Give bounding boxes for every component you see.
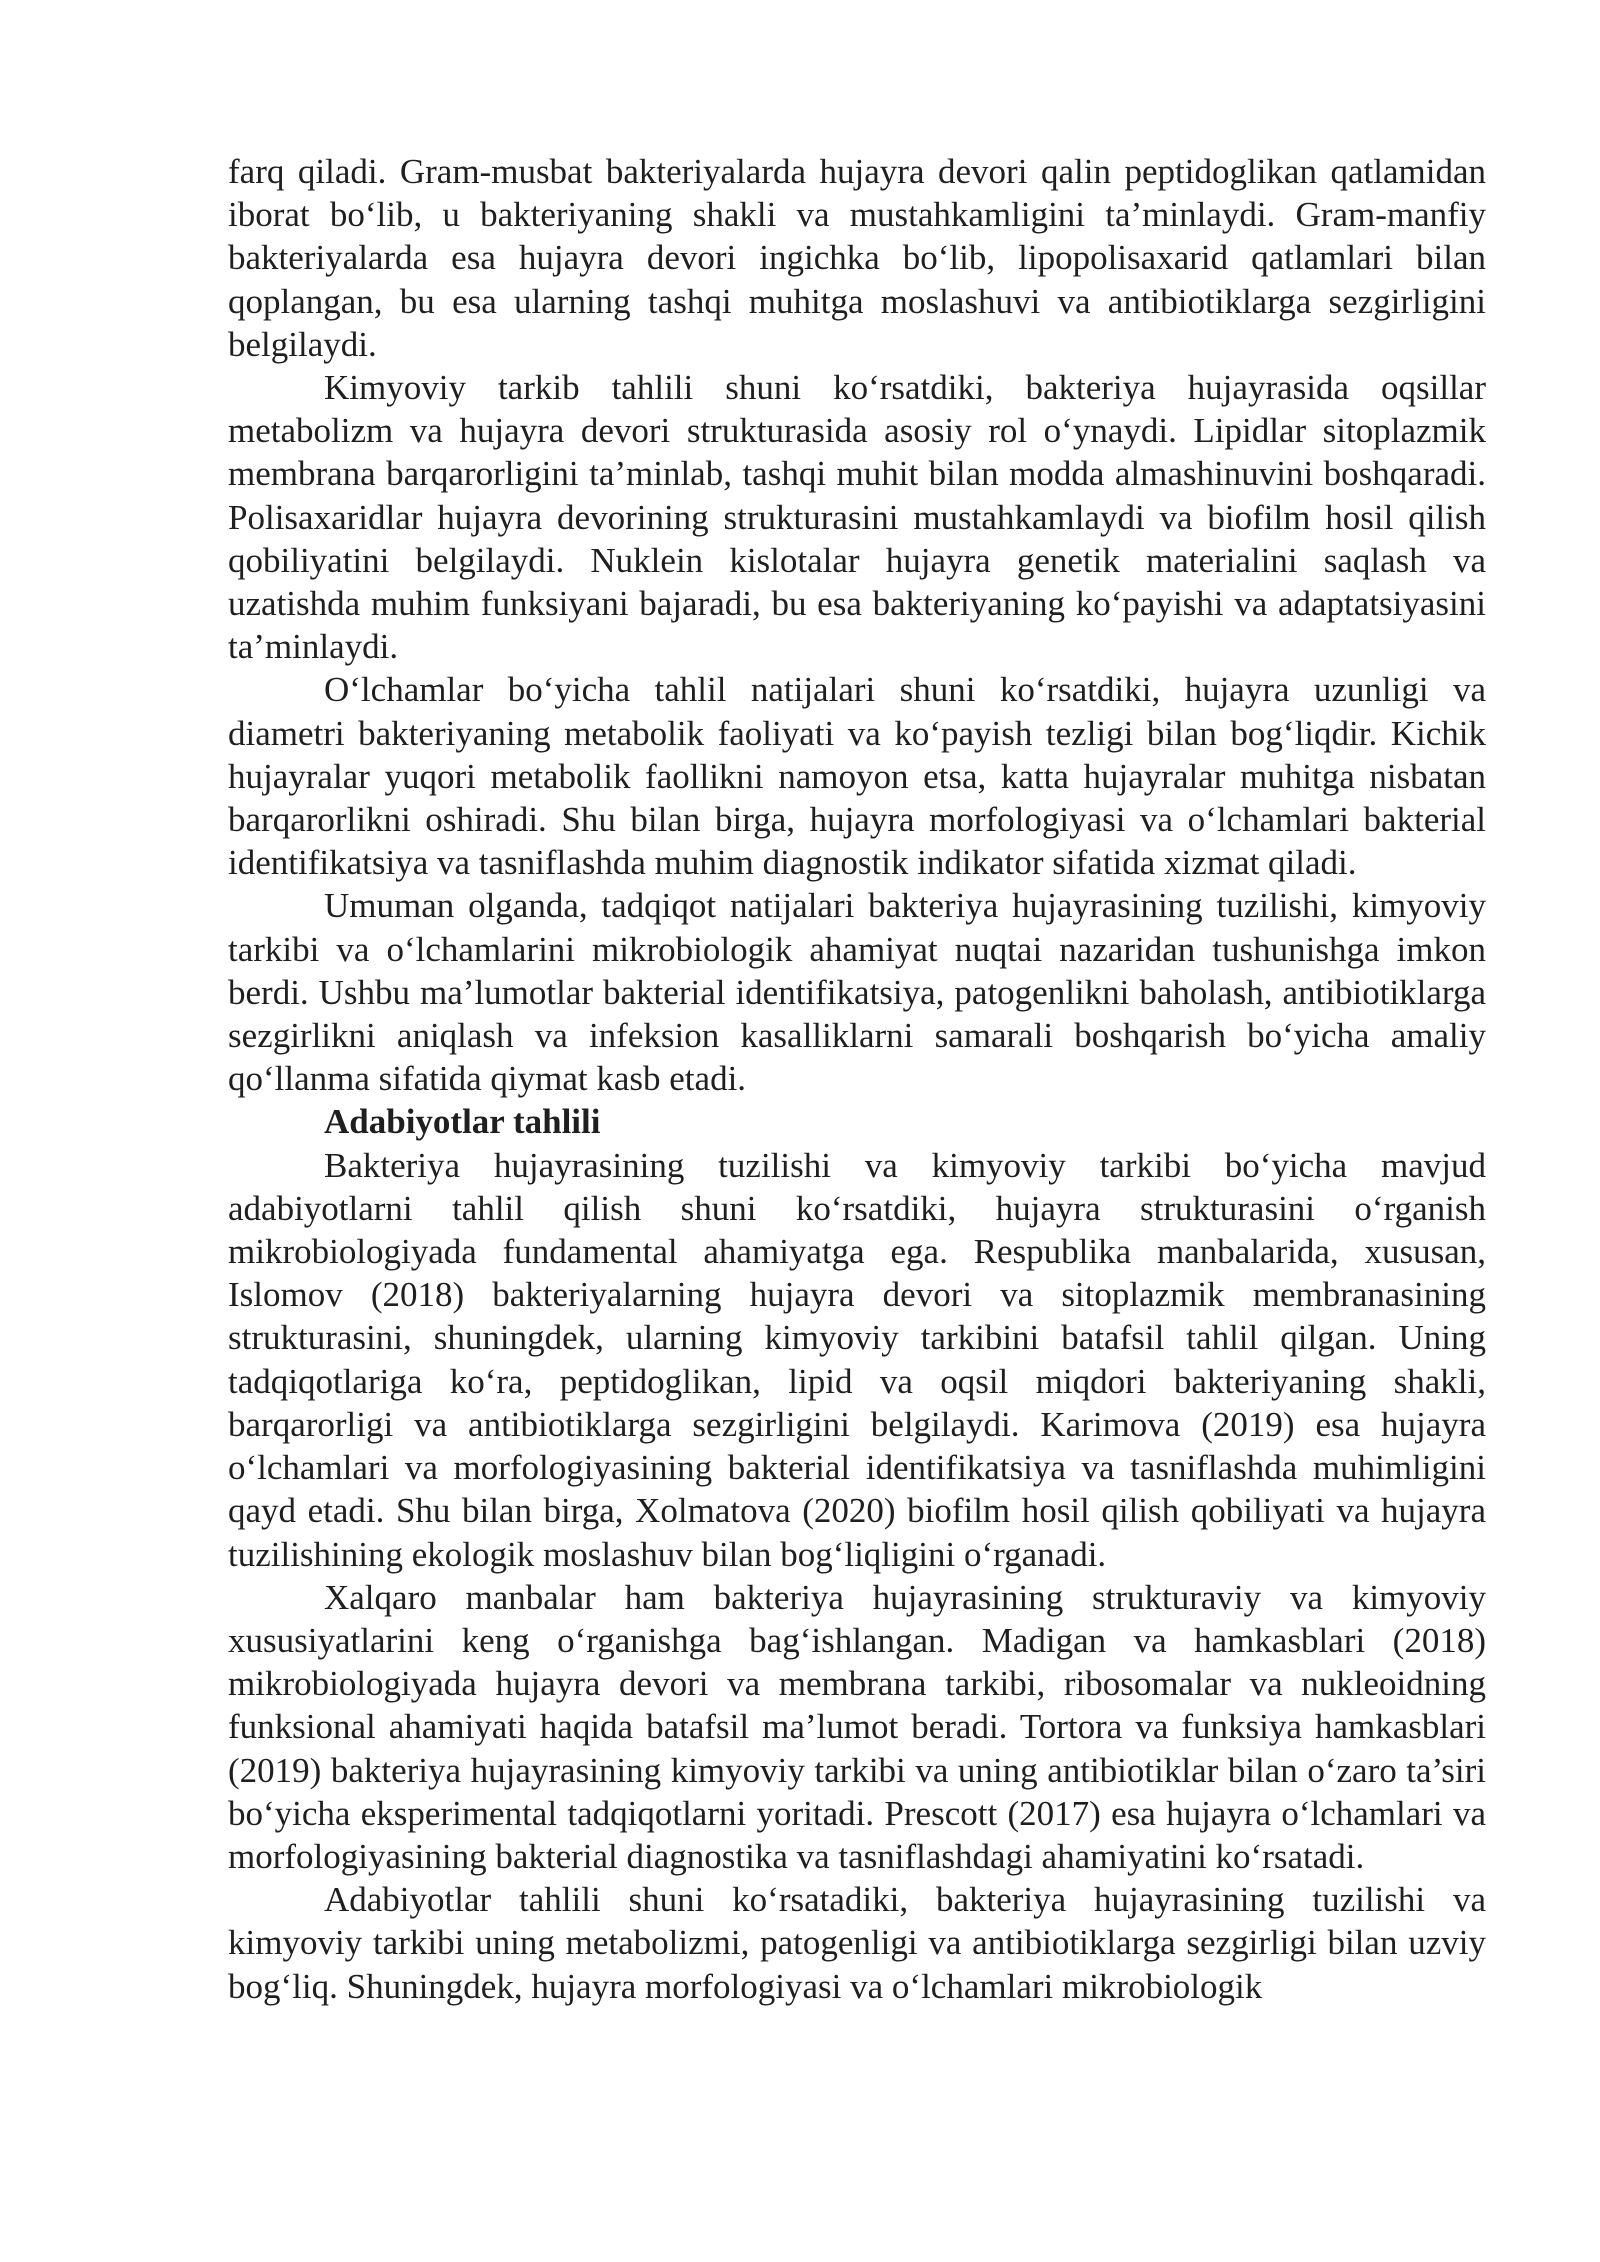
paragraph-literature-conclusion: Adabiyotlar tahlili shuni ko‘rsatadiki, bakteriya hujayrasining tuzilishi va kimyoviy tarkibi uning metabolizmi, patogenligi va antibiotiklarga sezgirligi bilan uzviy bog‘liq. Shuningdek, hujayra morfologiyasi va o‘lchamlari mikrobiologik	[228, 1880, 1486, 2006]
paragraph-continuation: farq qiladi. Gram-musbat bakteriyalarda hujayra devori qalin peptidoglikan qatlamidan iborat bo‘lib, u bakteriyaning shakli va mustahkamligini ta’minlaydi. Gram-manfiy bakteriyalarda esa hujayra devori ingichka bo‘lib, lipopolisaxarid qatlamlari bilan qoplangan, bu esa ularning tashqi muhitga moslashuvi va antibiotiklarga sezgirligini belgilaydi.	[228, 152, 1486, 364]
paragraph-dimensions: O‘lchamlar bo‘yicha tahlil natijalari shuni ko‘rsatdiki, hujayra uzunligi va diametri bakteriyaning metabolik faoliyati va ko‘payish tezligi bilan bog‘liqdir. Kichik hujayralar yuqori metabolik faollikni namoyon etsa, katta hujayralar muhitga nisbatan barqarorlikni oshiradi. Shu bilan birga, hujayra morfologiyasi va o‘lchamlari bakterial identifikatsiya va tasniflashda muhim diagnostik indikator sifatida xizmat qiladi.	[228, 670, 1486, 883]
paragraph-international-sources: Xalqaro manbalar ham bakteriya hujayrasining strukturaviy va kimyoviy xususiyatlarini keng o‘rganishga bag‘ishlangan. Madigan va hamkasblari (2018) mikrobiologiyada hujayra devori va membrana tarkibi, ribosomalar va nukleoidning funksional ahamiyati haqida batafsil ma’lumot beradi. Tortora va funksiya hamkasblari (2019) bakteriya hujayrasining kimyoviy tarkibi va uning antibiotiklar bilan o‘zaro ta’siri bo‘yicha eksperimental tadqiqotlarni yoritadi. Prescott (2017) esa hujayra o‘lchamlari va morfologiyasining bakterial diagnostika va tasniflashdagi ahamiyatini ko‘rsatadi.	[228, 1577, 1486, 1876]
document-page	[228, 150, 1486, 2008]
paragraph-chemical-composition: Kimyoviy tarkib tahlili shuni ko‘rsatdiki, bakteriya hujayrasida oqsillar metabolizm va hujayra devori strukturasida asosiy rol o‘ynaydi. Lipidlar sitoplazmik membrana barqarorligini ta’minlab, tashqi muhit bilan modda almashinuvini boshqaradi. Polisaxaridlar hujayra devorining strukturasini mustahkamlaydi va biofilm hosil qilish qobiliyatini belgilaydi. Nuklein kislotalar hujayra genetik materialini saqlash va uzatishda muhim funksiyani bajaradi, bu esa bakteriyaning ko‘payishi va adaptatsiyasini ta’minlaydi.	[228, 368, 1486, 667]
paragraph-summary: Umuman olganda, tadqiqot natijalari bakteriya hujayrasining tuzilishi, kimyoviy tarkibi va o‘lchamlarini mikrobiologik ahamiyat nuqtai nazaridan tushunishga imkon berdi. Ushbu ma’lumotlar bakterial identifikatsiya, patogenlikni baholash, antibiotiklarga sezgirlikni aniqlash va infeksion kasalliklarni samarali boshqarish bo‘yicha amaliy qo‘llanma sifatida qiymat kasb etadi.	[228, 886, 1486, 1099]
paragraph-local-sources: Bakteriya hujayrasining tuzilishi va kimyoviy tarkibi bo‘yicha mavjud adabiyotlarni tahlil qilish shuni ko‘rsatdiki, hujayra strukturasini o‘rganish mikrobiologiyada fundamental ahamiyatga ega. Respublika manbalarida, xususan, Islomov (2018) bakteriyalarning hujayra devori va sitoplazmik membranasining strukturasini, shuningdek, ularning kimyoviy tarkibini batafsil tahlil qilgan. Uning tadqiqotlariga ko‘ra, peptidoglikan, lipid va oqsil miqdori bakteriyaning shakli, barqarorligi va antibiotiklarga sezgirligini belgilaydi. Karimova (2019) esa hujayra o‘lchamlari va morfologiyasining bakterial identifikatsiya va tasniflashda muhimligini qayd etadi. Shu bilan birga, Xolmatova (2020) biofilm hosil qilish qobiliyati va hujayra tuzilishining ekologik moslashuv bilan bog‘liqligini o‘rganadi.	[228, 1145, 1486, 1574]
section-heading-literature-review: Adabiyotlar tahlili	[324, 1102, 601, 1142]
